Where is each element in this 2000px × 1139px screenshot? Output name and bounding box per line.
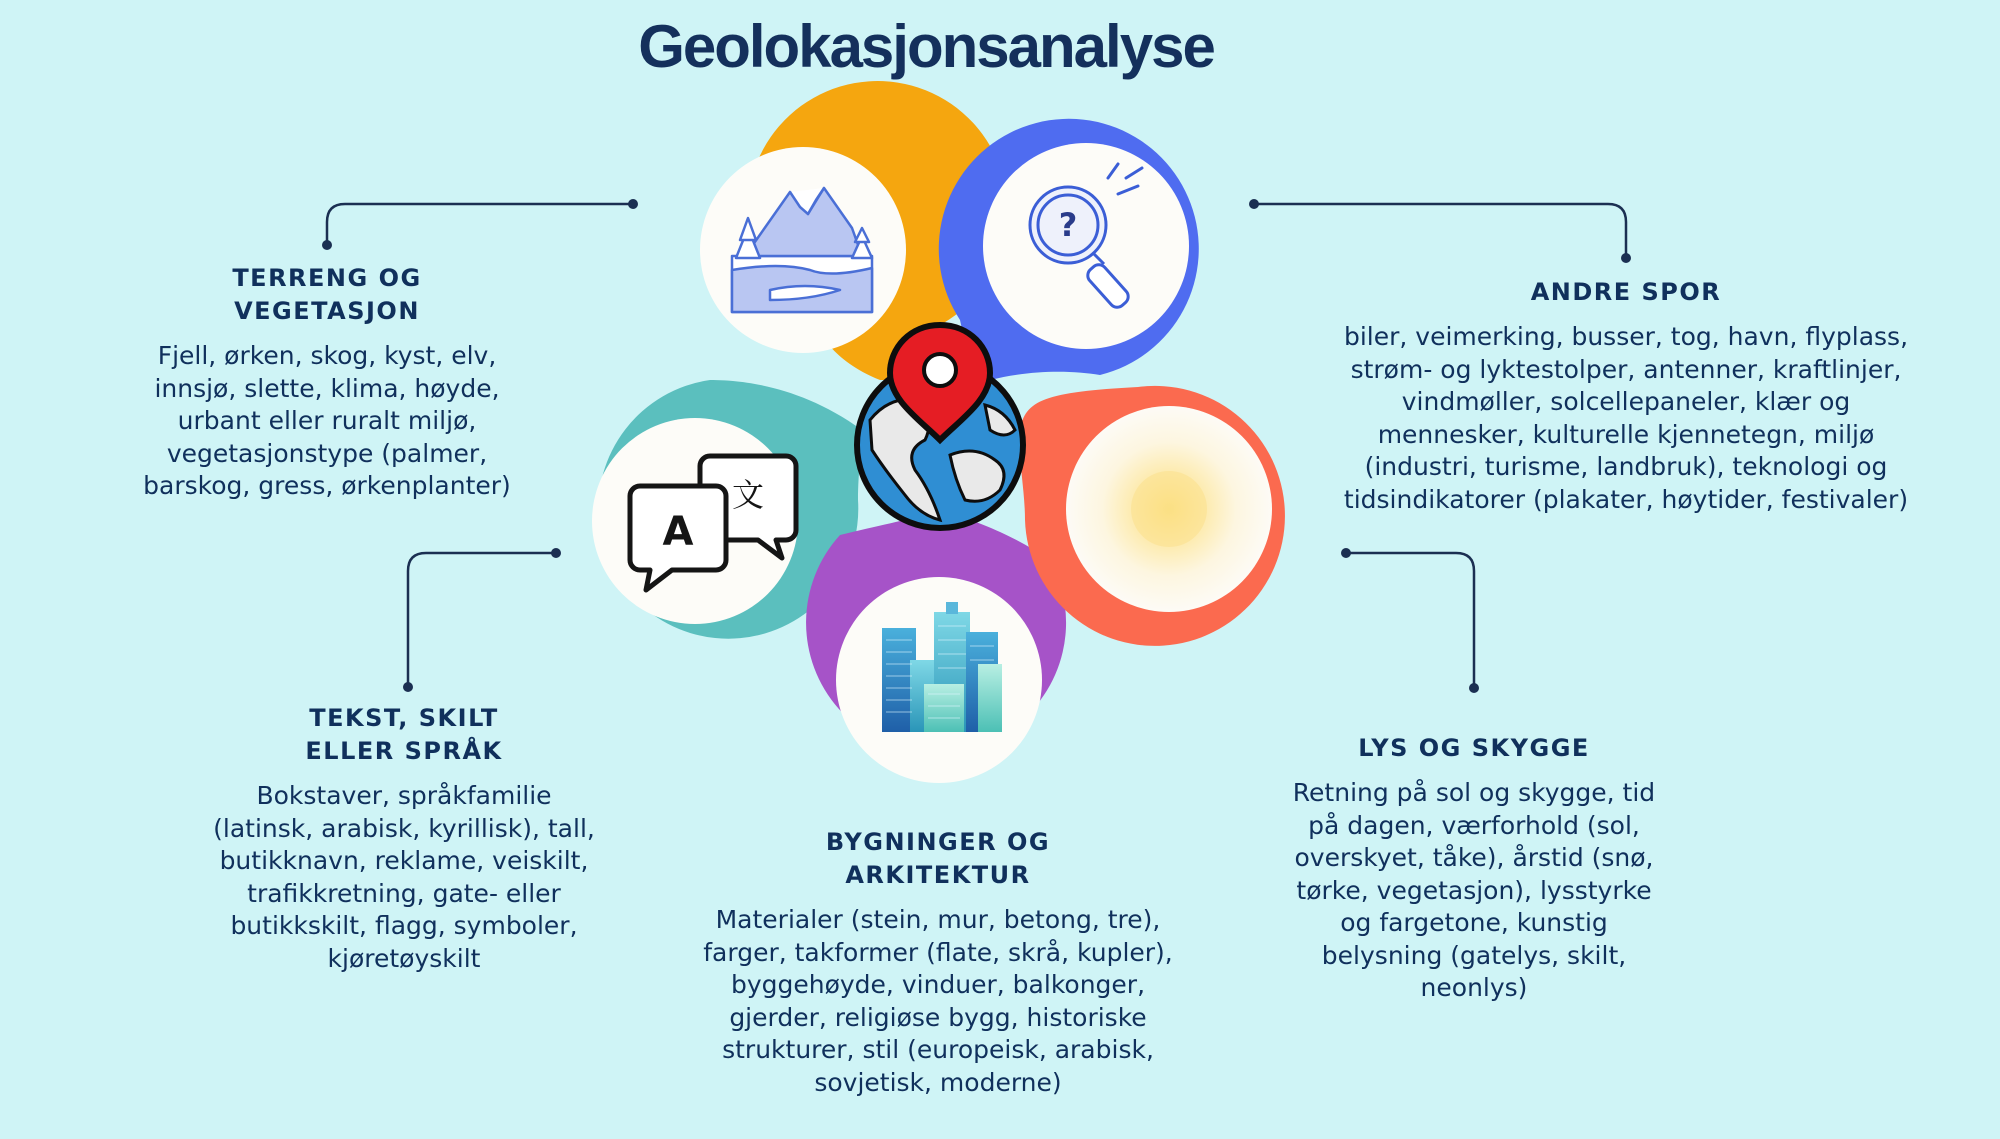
svg-text:文: 文 <box>731 476 765 514</box>
buildings-block <box>680 826 1196 1099</box>
dot-text-start <box>403 682 413 692</box>
dot-terrain-start <box>322 240 332 250</box>
text-signs-description: Bokstaver, språkfamilie (latinsk, arabisk, kyrillisk), tall, butikknavn, reklame, veiskilt, trafikkretning, gate- eller butikkskilt, flagg, symboler, kjøretøyskilt <box>213 781 595 973</box>
dot-clues-end <box>1249 199 1259 209</box>
dot-light-start <box>1469 683 1479 693</box>
svg-text:?: ? <box>1058 206 1078 244</box>
dot-clues-start <box>1621 253 1631 263</box>
light-description: Retning på sol og skygge, tid på dagen, værforhold (sol, overskyet, tåke), årstid (snø, tørke, vegetasjon), lysstyrke og fargetone, kunstig belysning (gatelys, skilt, neonlys) <box>1292 778 1656 1002</box>
terrain-block <box>120 262 534 503</box>
terrain-description: Fjell, ørken, skog, kyst, elv, innsjø, slette, klima, høyde, urbant eller ruralt miljø, vegetasjonstype (palmer, barskog, gress, ørkenplanter) <box>143 341 511 500</box>
dot-light-end <box>1341 548 1351 558</box>
text-signs-heading: TEKST, SKILT ELLER SPRÅK <box>305 704 503 765</box>
sun-glow-icon <box>1131 471 1207 547</box>
buildings-heading: BYGNINGER OG ARKITEKTUR <box>825 828 1051 889</box>
light-block <box>1266 732 1682 1005</box>
connector-terrain <box>327 204 633 243</box>
connector-clues <box>1254 204 1626 256</box>
dot-terrain-end <box>628 199 638 209</box>
svg-text:A: A <box>662 509 694 555</box>
clues-description: biler, veimerking, busser, tog, havn, flyplass, strøm- og lyktestolper, antenner, kraftlinjer, vindmøller, solcellepaneler, klær og mennesker, kulturelle kjennetegn, miljø (industri, turisme, landbruk), teknologi og tidsindikatorer (plakater, høytider, festivaler) <box>1343 322 1909 514</box>
clues-block <box>1326 276 1926 516</box>
terrain-heading: TERRENG OG VEGETASJON <box>232 264 422 325</box>
buildings-description: Materialer (stein, mur, betong, tre), farger, takformer (flate, skrå, kupler), byggehøyde, vinduer, balkonger, gjerder, religiøse bygg, historiske strukturer, stil (europeisk, arabisk, sovjetisk, moderne) <box>703 905 1173 1097</box>
connector-light <box>1346 553 1474 686</box>
page-title: Geolokasjonsanalyse <box>638 13 1214 80</box>
clues-heading: ANDRE SPOR <box>1530 278 1722 306</box>
dot-text-end <box>551 548 561 558</box>
connector-text <box>408 553 556 685</box>
light-heading: LYS OG SKYGGE <box>1358 734 1590 762</box>
text-signs-block <box>186 702 622 975</box>
